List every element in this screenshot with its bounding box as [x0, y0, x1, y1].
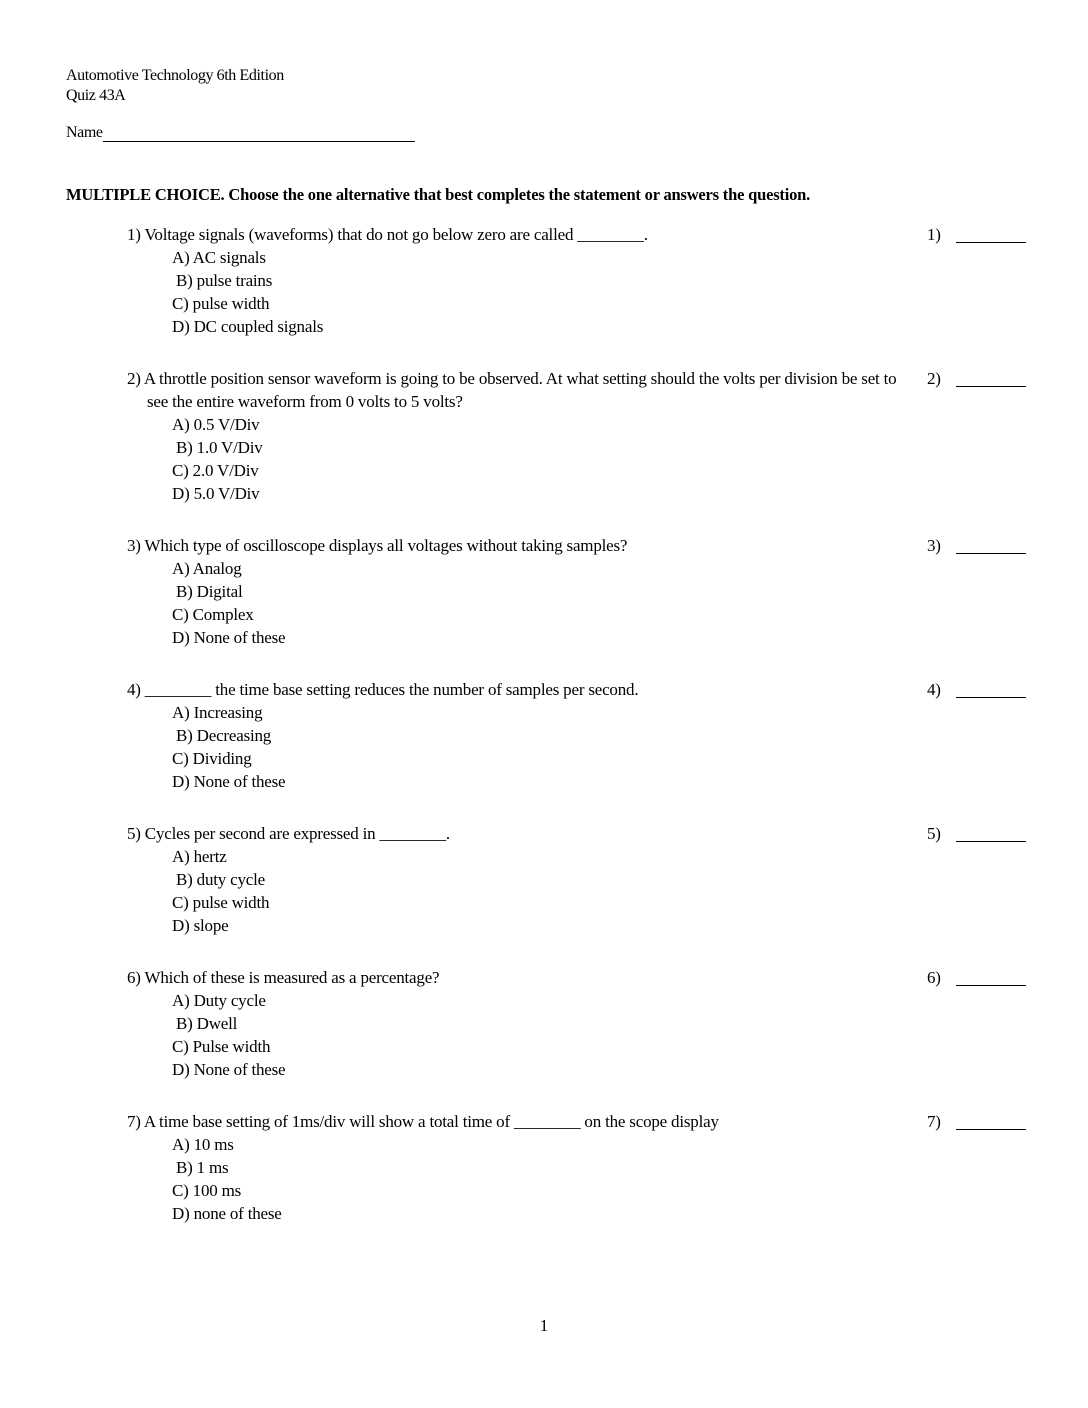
answer-number: 3)	[927, 536, 941, 555]
question-item	[127, 367, 1027, 505]
answer-option: D) None of these	[172, 1060, 286, 1079]
answer-option: D) DC coupled signals	[172, 317, 324, 336]
answer-blank-line[interactable]	[956, 242, 1026, 243]
answer-option: D) None of these	[172, 772, 286, 791]
document-title: Automotive Technology 6th Edition	[66, 67, 284, 84]
question-text: 5) Cycles per second are expressed in ________.	[127, 824, 450, 843]
answer-number: 6)	[927, 968, 941, 987]
name-field[interactable]	[66, 124, 415, 142]
answer-option: A) Analog	[172, 559, 242, 578]
answer-option: D) slope	[172, 916, 229, 935]
answer-option: C) Dividing	[172, 749, 252, 768]
answer-number: 7)	[927, 1112, 941, 1131]
answer-option: B) Dwell	[176, 1014, 238, 1033]
question-text: 2) A throttle position sensor waveform is going to be observed. At what setting should the volts per division be set to see the entire waveform from 0 volts to 5 volts?	[127, 369, 897, 411]
instructions: MULTIPLE CHOICE. Choose the one alternative that best completes the statement or answers the question.	[66, 185, 811, 204]
question-item	[127, 678, 1027, 793]
question-item	[127, 822, 1027, 937]
question-list	[127, 223, 1027, 1254]
answer-number: 1)	[927, 225, 941, 244]
answer-option: A) Increasing	[172, 703, 263, 722]
answer-option: B) 1 ms	[176, 1158, 229, 1177]
answer-option: D) 5.0 V/Div	[172, 484, 260, 503]
answer-blank-line[interactable]	[956, 553, 1026, 554]
answer-blank-line[interactable]	[956, 841, 1026, 842]
answer-blank-line[interactable]	[956, 1129, 1026, 1130]
answer-blank-line[interactable]	[956, 386, 1026, 387]
answer-option: B) pulse trains	[176, 271, 273, 290]
name-label: Name	[66, 124, 103, 141]
answer-option: C) 100 ms	[172, 1181, 242, 1200]
answer-option: C) pulse width	[172, 893, 270, 912]
answer-option: D) None of these	[172, 628, 286, 647]
answer-option: A) AC signals	[172, 248, 266, 267]
answer-blank-line[interactable]	[956, 985, 1026, 986]
name-blank-line[interactable]	[103, 125, 415, 142]
question-item	[127, 966, 1027, 1081]
question-item	[127, 223, 1027, 338]
answer-number: 4)	[927, 680, 941, 699]
answer-option: A) 10 ms	[172, 1135, 234, 1154]
question-text: 3) Which type of oscilloscope displays all voltages without taking samples?	[127, 536, 628, 555]
answer-option: B) Digital	[176, 582, 243, 601]
page-number: 1	[539, 1316, 549, 1335]
answer-option: A) hertz	[172, 847, 227, 866]
answer-option: C) Complex	[172, 605, 254, 624]
answer-option: C) Pulse width	[172, 1037, 271, 1056]
question-item	[127, 534, 1027, 649]
question-text: 6) Which of these is measured as a percentage?	[127, 968, 440, 987]
answer-option: D) none of these	[172, 1204, 282, 1223]
answer-option: B) duty cycle	[176, 870, 265, 889]
answer-option: B) Decreasing	[176, 726, 272, 745]
question-text: 4) ________ the time base setting reduces the number of samples per second.	[127, 680, 639, 699]
answer-option: B) 1.0 V/Div	[176, 438, 263, 457]
answer-option: A) 0.5 V/Div	[172, 415, 260, 434]
quiz-title: Quiz 43A	[66, 87, 126, 104]
answer-option: A) Duty cycle	[172, 991, 266, 1010]
question-text: 7) A time base setting of 1ms/div will show a total time of ________ on the scope display	[127, 1112, 719, 1131]
answer-blank-line[interactable]	[956, 697, 1026, 698]
answer-number: 2)	[927, 369, 941, 388]
answer-option: C) pulse width	[172, 294, 270, 313]
answer-option: C) 2.0 V/Div	[172, 461, 259, 480]
question-text: 1) Voltage signals (waveforms) that do not go below zero are called ________.	[127, 225, 648, 244]
question-item	[127, 1110, 1027, 1225]
answer-number: 5)	[927, 824, 941, 843]
